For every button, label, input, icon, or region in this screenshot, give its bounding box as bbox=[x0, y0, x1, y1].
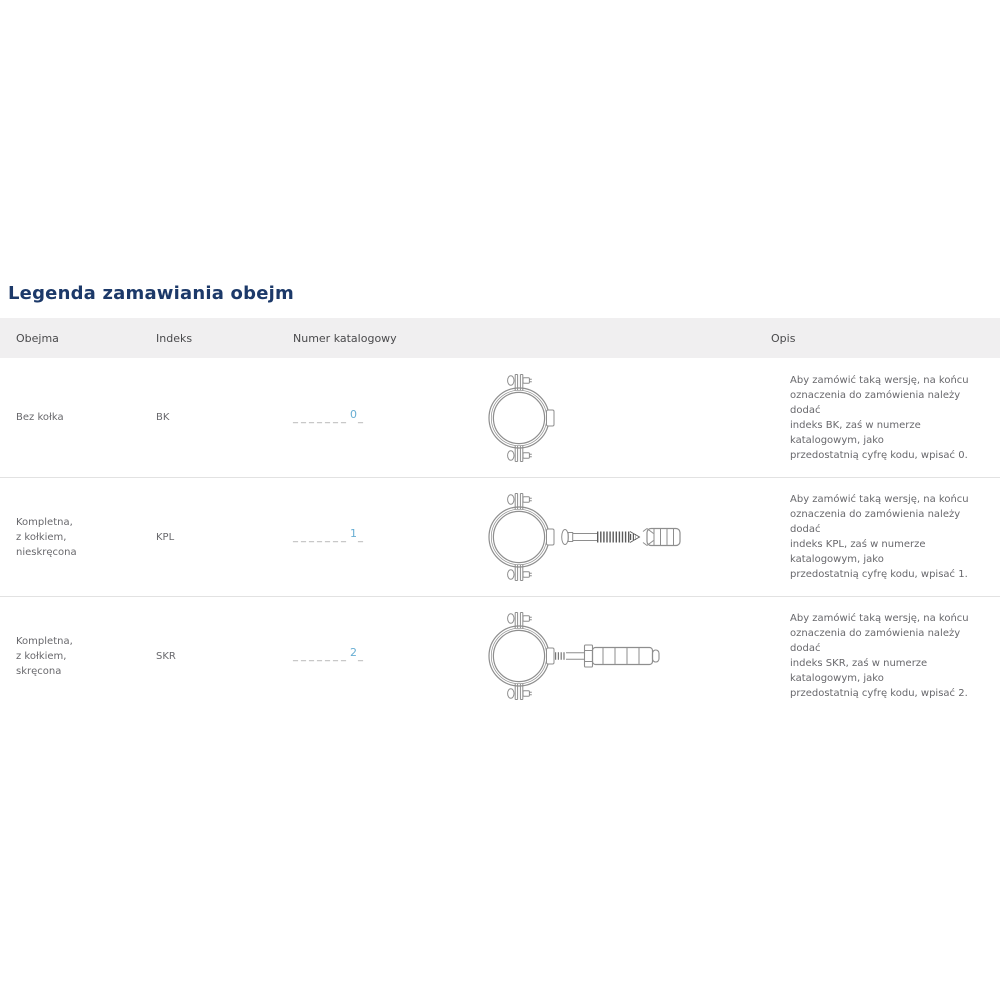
table-row bbox=[0, 596, 1000, 715]
page-title: Legenda zamawiania obejm bbox=[8, 283, 294, 304]
mask-variant-digit: 1 bbox=[350, 527, 357, 540]
mask-dashes-after: _ bbox=[358, 651, 366, 662]
wall-plug-illustration bbox=[585, 645, 660, 667]
legend-table bbox=[0, 318, 1000, 715]
cell-obejma: Kompletna, z kołkiem, skręcona bbox=[16, 635, 73, 677]
screw-illustration bbox=[562, 530, 597, 545]
connecting-rod-illustration bbox=[566, 653, 586, 659]
cell-indeks: KPL bbox=[156, 531, 175, 543]
mask-dashes-before: _______ bbox=[293, 651, 349, 662]
header-obejma: Obejma bbox=[16, 331, 59, 345]
cell-image bbox=[427, 362, 755, 474]
page-root bbox=[0, 283, 1000, 715]
cell-opis: Aby zamówić taką wersję, na końcu oznaczenia do zamówienia należy dodać indeks KPL, zaś w numerze katalogowym, jako przedostatnią cyfrę kodu, wpisać 1. bbox=[790, 494, 969, 580]
cell-catalog-number-mask bbox=[277, 648, 427, 664]
header-opis: Opis bbox=[771, 331, 796, 345]
cell-obejma: Bez kołka bbox=[16, 412, 64, 423]
cell-indeks: BK bbox=[156, 412, 170, 423]
table-row bbox=[0, 477, 1000, 596]
header-indeks: Indeks bbox=[156, 331, 193, 345]
cell-image bbox=[427, 481, 755, 593]
pipe-clamp-without-plug-drawing bbox=[427, 362, 755, 474]
pipe-clamp-with-loose-screw-and-wall-plug-drawing bbox=[427, 481, 755, 593]
mask-variant-digit: 2 bbox=[350, 646, 357, 659]
cell-obejma: Kompletna, z kołkiem, nieskręcona bbox=[16, 516, 77, 558]
wall-plug-illustration bbox=[643, 529, 680, 546]
mask-dashes-after: _ bbox=[358, 412, 366, 424]
mask-variant-digit: 0 bbox=[350, 407, 357, 421]
cell-opis: Aby zamówić taką wersję, na końcu oznaczenia do zamówienia należy dodać indeks BK, zaś w numerze katalogowym, jako przedostatnią cyfrę kodu, wpisać 0. bbox=[790, 374, 969, 461]
mask-dashes-before: _______ bbox=[293, 532, 349, 543]
pipe-clamp-assembled-with-wall-plug-drawing bbox=[427, 600, 755, 712]
cell-image bbox=[427, 600, 755, 712]
cell-catalog-number-mask bbox=[277, 407, 427, 426]
table-row bbox=[0, 358, 1000, 477]
header-numer-katalogowy: Numer katalogowy bbox=[293, 331, 397, 345]
mask-dashes-before: _______ bbox=[293, 412, 349, 424]
mask-dashes-after: _ bbox=[358, 532, 366, 543]
table-header-row bbox=[0, 318, 1000, 358]
cell-catalog-number-mask bbox=[277, 529, 427, 545]
cell-indeks: SKR bbox=[156, 650, 176, 662]
cell-opis: Aby zamówić taką wersję, na końcu oznaczenia do zamówienia należy dodać indeks SKR, zaś w numerze katalogowym, jako przedostatnią cyfrę kodu, wpisać 2. bbox=[790, 613, 969, 699]
